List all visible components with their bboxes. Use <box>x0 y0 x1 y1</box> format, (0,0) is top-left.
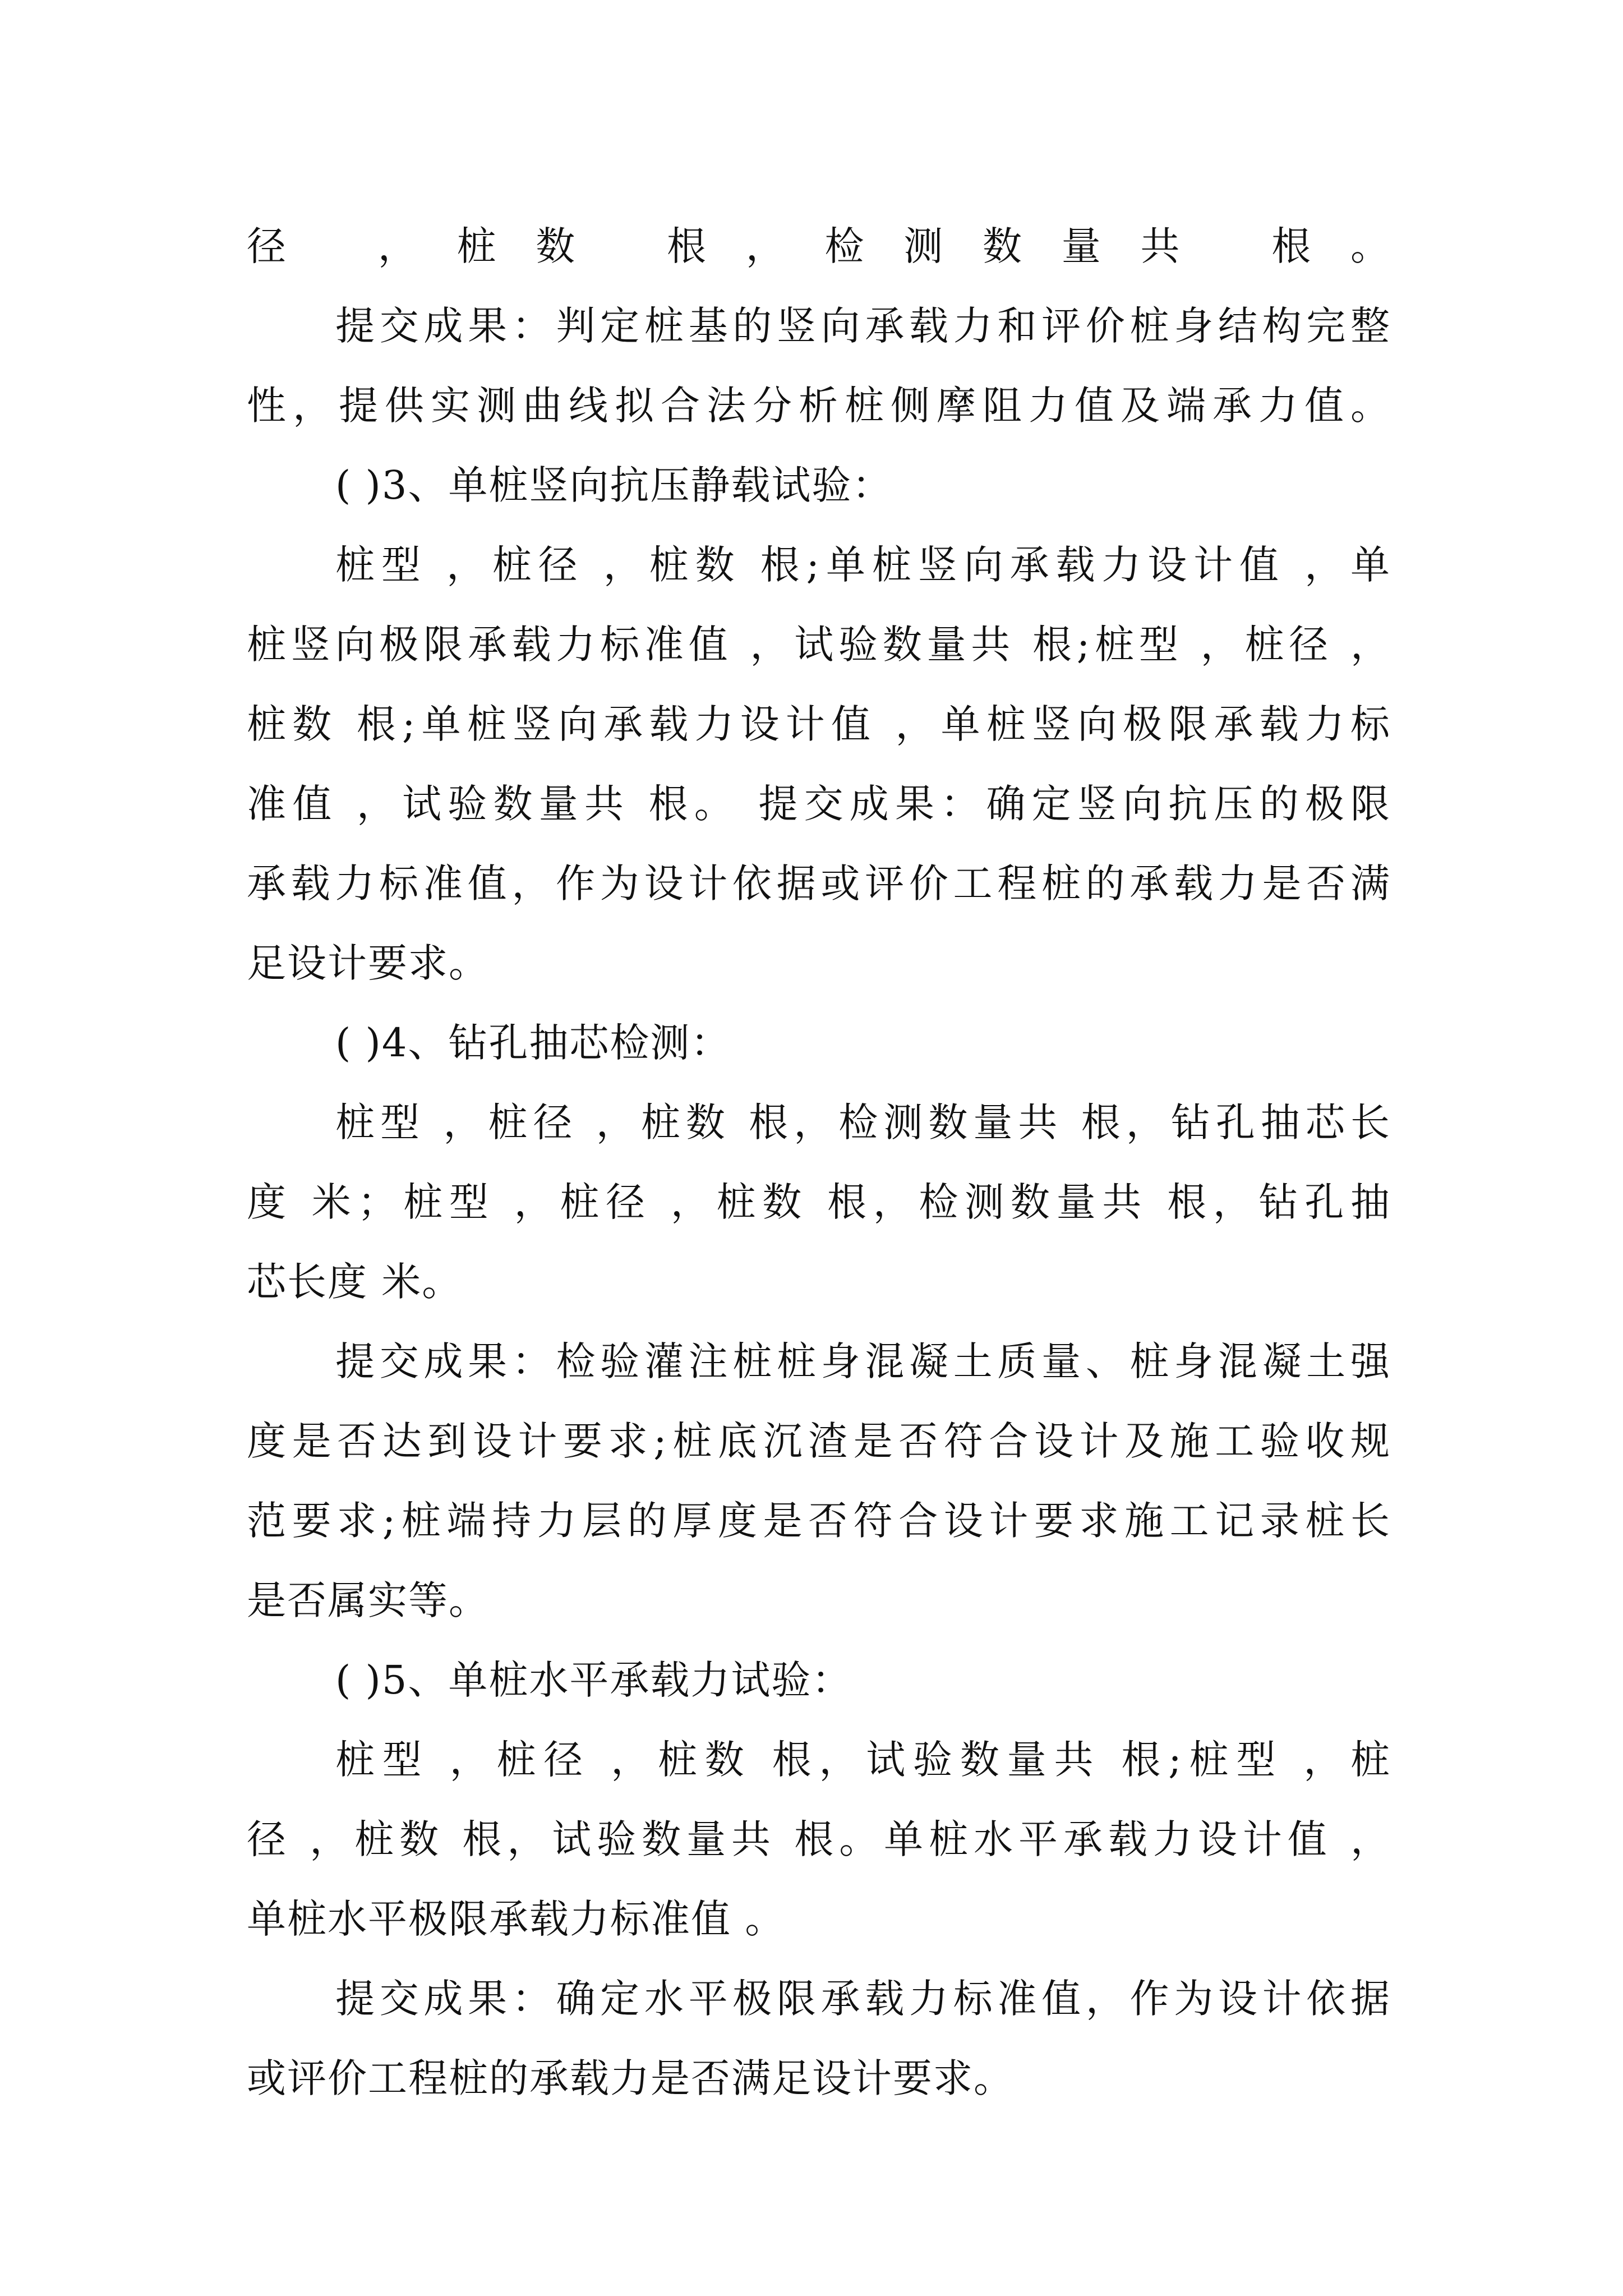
text-line: 桩型 ，桩径 ，桩数 根，试验数量共 根;桩型 ，桩 <box>335 1737 1391 1783</box>
text-line: 承载力标准值，作为设计依据或评价工程桩的承载力是否满 <box>247 861 1391 907</box>
document-body <box>247 206 1391 2118</box>
text-line: 准值 ，试验数量共 根。 提交成果：确定竖向抗压的极限 <box>247 781 1391 827</box>
text-line: 桩型 ，桩径 ，桩数 根;单桩竖向承载力设计值 ，单 <box>335 542 1391 588</box>
section-heading: ( )3、单桩竖向抗压静载试验： <box>335 462 893 508</box>
text-line: 提交成果：判定桩基的竖向承载力和评价桩身结构完整 <box>335 303 1391 349</box>
text-line: 单桩水平极限承载力标准值 。 <box>247 1896 786 1942</box>
text-line: 桩型 ，桩径 ，桩数 根，检测数量共 根，钻孔抽芯长 <box>335 1099 1391 1145</box>
text-line: 度 米；桩型 ，桩径 ，桩数 根，检测数量共 根，钻孔抽 <box>247 1179 1391 1225</box>
text-line: 是否属实等。 <box>247 1577 489 1623</box>
text-line: 提交成果：确定水平极限承载力标准值，作为设计依据 <box>335 1976 1391 2022</box>
section-heading: ( )5、单桩水平承载力试验： <box>335 1657 852 1703</box>
text-line: 足设计要求。 <box>247 940 489 986</box>
text-line: 或评价工程桩的承载力是否满足设计要求。 <box>247 2055 1014 2101</box>
text-line: 范要求;桩端持力层的厚度是否符合设计要求施工记录桩长 <box>247 1498 1391 1544</box>
text-line: 径 ，桩数 根，试验数量共 根。单桩水平承载力设计值 ， <box>247 1816 1391 1862</box>
text-line: 提交成果：检验灌注桩桩身混凝土质量、桩身混凝土强 <box>335 1338 1391 1384</box>
text-line: 芯长度 米。 <box>247 1259 463 1305</box>
text-line: 性，提供实测曲线拟合法分析桩侧摩阻力值及端承力值。 <box>247 383 1391 429</box>
text-line: 径 ，桩数 根，检测数量共 根。 <box>247 223 1391 269</box>
text-line: 桩数 根;单桩竖向承载力设计值 ，单桩竖向极限承载力标 <box>247 701 1391 747</box>
text-line: 桩竖向极限承载力标准值 ，试验数量共 根;桩型 ，桩径 ， <box>247 622 1391 668</box>
text-line: 度是否达到设计要求;桩底沉渣是否符合设计及施工验收规 <box>247 1418 1391 1464</box>
section-heading: ( )4、钻孔抽芯检测： <box>335 1020 731 1066</box>
